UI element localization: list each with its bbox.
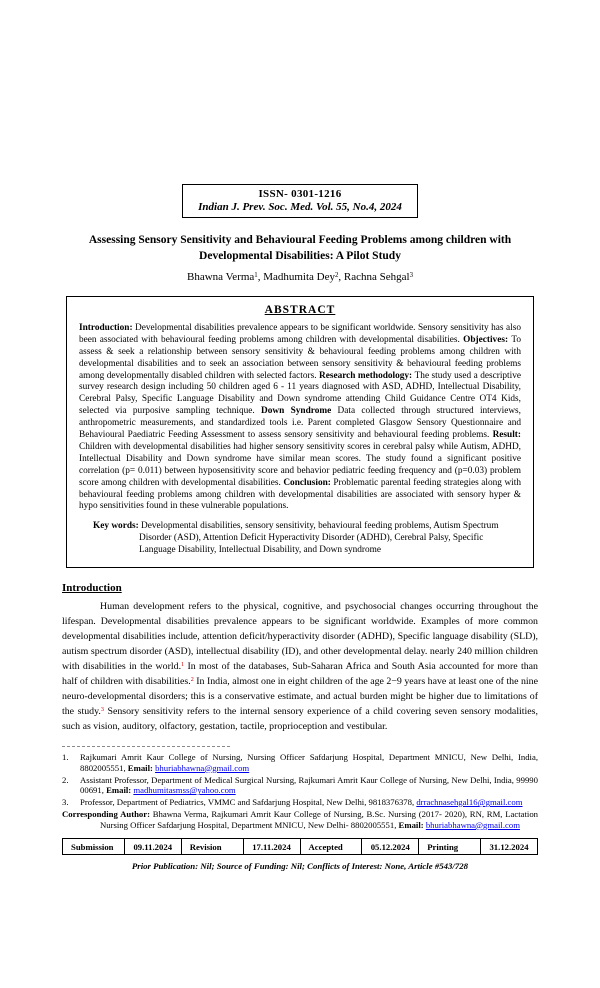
text-segment: Children with developmental disabilities had higher sensory sensitivity scores in cerebral palsy while Autism, ADHD, Intellectual Disability and Down syndrome have similar mean scores. The study found a significant positive correlation (p= 0.011) between hyposensitivity score and behavior pediatric feeding frequency and (p=0.03) problem score among children with developmental disabilities. bbox=[79, 441, 521, 488]
email-link[interactable]: bhuriabhawna@gmail.com bbox=[425, 819, 520, 830]
introduction-heading: Introduction bbox=[62, 581, 122, 594]
email-link[interactable]: madhumitasmss@yahoo.com bbox=[133, 785, 236, 796]
footnote-1 bbox=[62, 752, 538, 774]
paper-title: Assessing Sensory Sensitivity and Behavioural Feeding Problems among children with Developmental Disabilities: A Pilot Study bbox=[88, 234, 512, 262]
abstract-box bbox=[66, 296, 534, 567]
text-segment: Objectives: bbox=[463, 334, 512, 345]
text-segment: Email: bbox=[106, 785, 134, 796]
superscript-ref: 3 bbox=[409, 271, 413, 279]
text-segment: Sensory sensitivity refers to the internal sensory experience of a child covering seven sensory modalities, such as vision, auditory, olfactory, gestation, tactile, proprioception and vestibular. bbox=[62, 705, 538, 732]
footnote-text bbox=[80, 797, 523, 807]
text-segment: In most of the databases, Sub-Saharan Africa and South Asia accounted for more than half of children with disabilities. bbox=[62, 660, 538, 687]
text-segment: To assess & seek a relationship between sensory sensitivity & behavioural feeding problems among children with developmental disabilities and to seek an association between sensory sensitivity & behavioural feeding problems among developmentally disabled children with selected factors. bbox=[79, 334, 521, 381]
table-cell-value: 05.12.2024 bbox=[362, 839, 419, 855]
text-segment: Developmental disabilities, sensory sensitivity, behavioural feeding problems, Autism Spectrum Disorder (ASD), Attention Deficit Hyperactivity Disorder (ADHD), Cerebral Palsy, Specific Language Disability, Intellectual Disability, and Down syndrome bbox=[139, 521, 499, 556]
dates-table bbox=[62, 838, 538, 855]
abstract-body bbox=[79, 323, 521, 513]
issn-line: ISSN- 0301-1216 bbox=[258, 188, 342, 200]
footnote-text bbox=[80, 775, 538, 796]
text-segment: Bhawna Verma, Rajkumari Amrit Kaur College of Nursing, B.Sc. Nursing (2017- 2020), RN, RM, Lactation Nursing Officer Safdarjung Hospital, Department MNICU, New Delhi- 8802005551, bbox=[100, 808, 539, 830]
text-segment: Data collected through structured interviews, anthropometric measurements, and standardized tools i.e. Parent completed Glasgow Sensory Questionnaire and Behavioural Paediatric Feeding Assessment to assess sensory sensitivity and behavioural feeding problems. bbox=[79, 406, 521, 441]
text-segment: Email: bbox=[398, 819, 426, 830]
footer-line: Prior Publication: Nil; Source of Funding: Nil; Conflicts of Interest: None, Article #543/728 bbox=[131, 861, 469, 872]
email-link[interactable]: drrachnasehgal16@gmail.com bbox=[416, 797, 523, 808]
corresponding-author bbox=[62, 809, 538, 831]
text-segment: In India, almost one in eight children of the age 2−9 years have at least one of the nine neuro-developmental disorders; this is a conservative estimate, and actual burden might be higher due to limitations of the study. bbox=[62, 675, 538, 717]
introduction-body bbox=[62, 599, 538, 734]
table-cell-label: Printing bbox=[419, 839, 481, 855]
text-segment: Research methodology: bbox=[318, 370, 415, 381]
text-segment: The study used a descriptive survey research design including 50 children aged 6 - 11 years diagnosed with ASD, ADHD, Intellectual Disability, Cerebral Palsy, Specific Language Disability and Down syndrome attending Child Guidance Centre OT4 Kids, selected via purposive sampling technique. bbox=[79, 370, 522, 417]
footnote-separator bbox=[62, 746, 230, 747]
text-segment: Developmental disabilities prevalence appears to be significant worldwide. Sensory sensitivity has also been associated with behavioural feeding problems among children with developmental disabilities. bbox=[79, 323, 521, 345]
text-segment: Problematic parental feeding strategies along with behavioural feeding problems among children with developmental disabilities are associated with sensory hyper & hypo sensitivities found in these vulnerable populations. bbox=[79, 477, 521, 512]
table-cell-value: 09.11.2024 bbox=[124, 839, 181, 855]
text-segment: Assistant Professor, Department of Medical Surgical Nursing, Rajkumari Amrit Kaur College of Nursing, New Delhi, India, 99990 00691, bbox=[80, 774, 538, 796]
text-segment: Down Syndrome bbox=[261, 406, 338, 417]
authors-line bbox=[62, 271, 538, 283]
journal-title-line: Indian J. Prev. Soc. Med. Vol. 55, No.4, 2024 bbox=[198, 201, 402, 213]
footnote-3 bbox=[62, 797, 538, 808]
footnote-number: 3. bbox=[62, 797, 69, 808]
text-segment: Corresponding Author: bbox=[62, 808, 153, 819]
text-segment: , Rachna Sehgal bbox=[338, 271, 410, 284]
superscript-ref: 2 bbox=[190, 677, 194, 683]
table-cell-label: Revision bbox=[181, 839, 243, 855]
abstract-heading: ABSTRACT bbox=[264, 304, 336, 317]
text-segment: Conclusion: bbox=[283, 477, 334, 488]
text-segment: Result: bbox=[492, 430, 521, 441]
superscript-ref: 1 bbox=[254, 271, 258, 279]
text-segment: Human development refers to the physical, cognitive, and psychosocial changes occurring throughout the lifespan. Developmental disabilities prevalence appears to be significant worldwide. Examples of more common developmental disabilities include, attention deficit/hyperactivity disorder (ADHD), Specific language disability (SLD), autism spectrum disorder (ASD), intellectual disability (ID), and other developmental delay. nearly 240 million children with disabilities in the world. bbox=[62, 600, 538, 672]
footnotes-section bbox=[62, 752, 538, 830]
table-cell-label: Submission bbox=[63, 839, 125, 855]
text-segment: Bhawna Verma bbox=[186, 271, 255, 284]
table-cell-value: 17.11.2024 bbox=[243, 839, 300, 855]
table-cell-value: 31.12.2024 bbox=[481, 839, 538, 855]
table-row bbox=[63, 839, 538, 855]
footnote-number: 1. bbox=[62, 751, 69, 762]
text-segment: Key words: bbox=[93, 521, 142, 532]
superscript-ref: 3 bbox=[100, 707, 104, 714]
superscript-ref: 2 bbox=[335, 271, 339, 279]
text-segment: , Madhumita Dey bbox=[257, 271, 335, 284]
table-cell-label: Accepted bbox=[300, 839, 362, 855]
superscript-ref: 1 bbox=[181, 661, 185, 668]
journal-header-box bbox=[182, 184, 418, 218]
text-segment: Professor, Department of Pediatrics, VMMC and Safdarjung Hospital, New Delhi, 9818376378, bbox=[80, 797, 417, 808]
text-segment: Introduction: bbox=[79, 323, 136, 334]
footnote-number: 2. bbox=[62, 774, 69, 785]
footnote-text bbox=[80, 752, 538, 773]
text-segment: Email: bbox=[127, 762, 156, 773]
email-link[interactable]: bhuriabhawna@gmail.com bbox=[155, 762, 250, 773]
footnote-2 bbox=[62, 775, 538, 797]
text-segment: Rajkumari Amrit Kaur College of Nursing, Nursing Officer Safdarjung Hospital, Department MNICU, New Delhi, India, 8802005551, bbox=[80, 751, 538, 773]
keywords-paragraph bbox=[79, 520, 521, 556]
